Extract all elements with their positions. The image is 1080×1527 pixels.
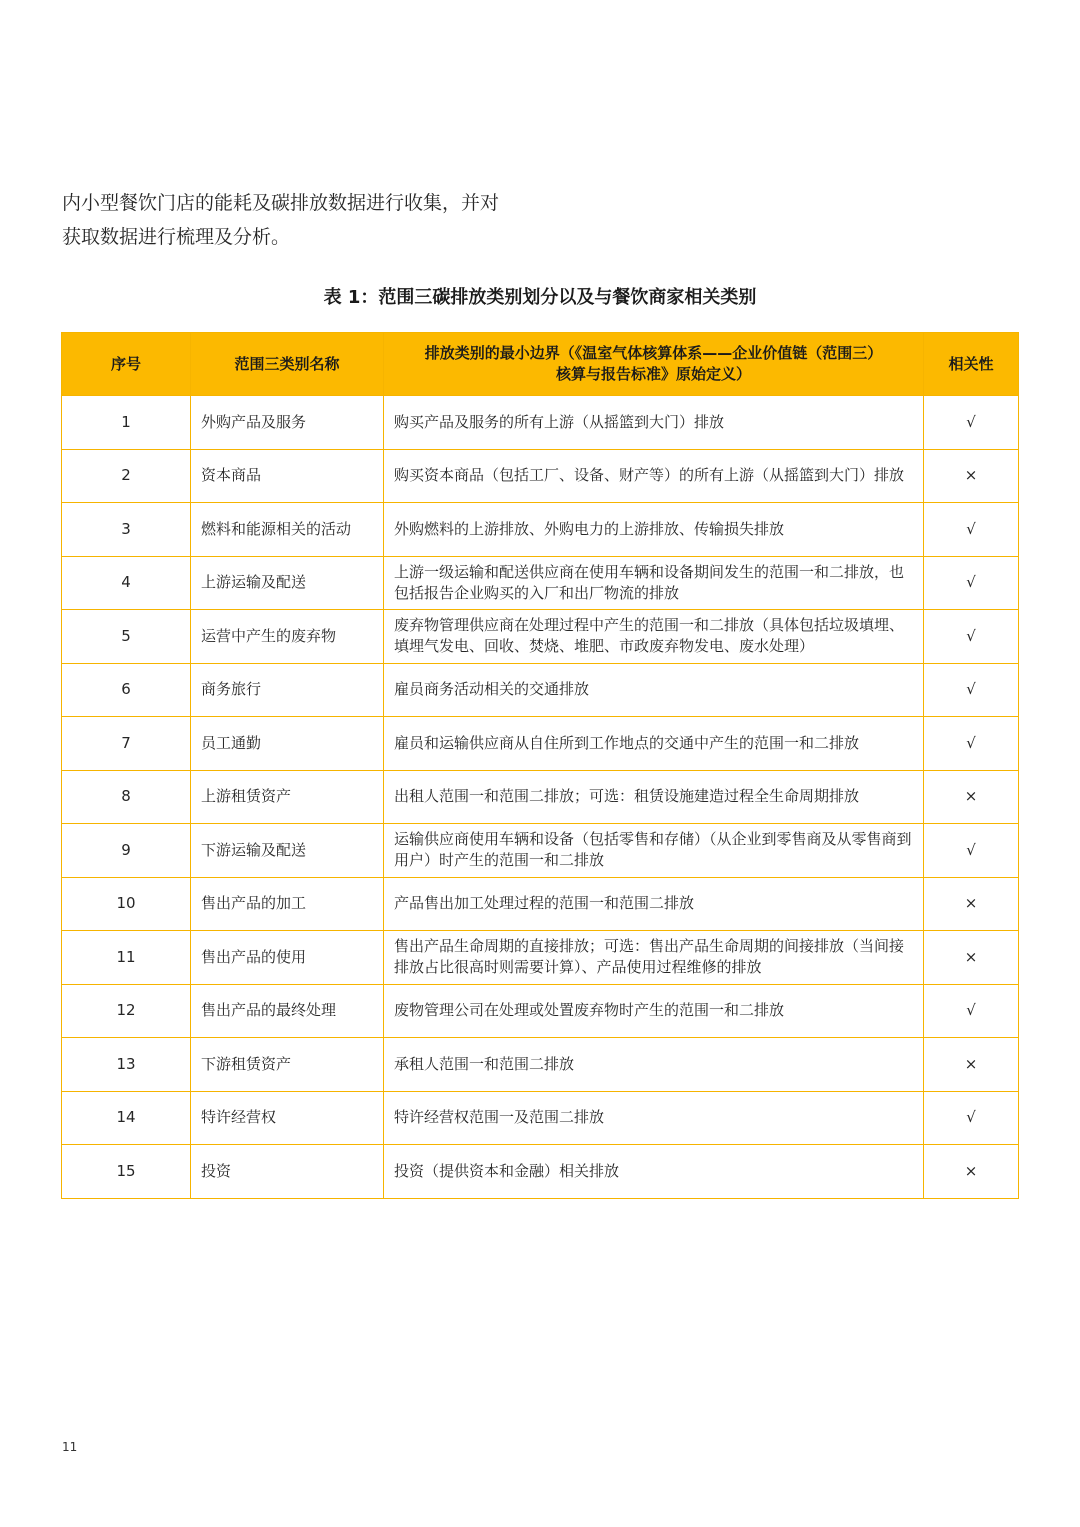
row-index: 12 [62,984,191,1038]
row-boundary: 雇员商务活动相关的交通排放 [384,663,924,717]
row-index: 5 [62,610,191,664]
row-category: 商务旅行 [191,663,384,717]
row-boundary: 投资（提供资本和金融）相关排放 [384,1145,924,1199]
table-row [62,556,1019,610]
table-row [62,396,1019,450]
table-row [62,503,1019,557]
row-index: 6 [62,663,191,717]
table-row [62,824,1019,878]
row-relevance: √ [924,984,1019,1038]
row-boundary: 雇员和运输供应商从自住所到工作地点的交通中产生的范围一和二排放 [384,717,924,771]
row-index: 7 [62,717,191,771]
row-category: 运营中产生的废弃物 [191,610,384,664]
row-relevance: × [924,931,1019,985]
header-boundary-line-2: 核算与报告标准》原始定义） [555,365,751,383]
row-relevance: √ [924,556,1019,610]
row-boundary: 上游一级运输和配送供应商在使用车辆和设备期间发生的范围一和二排放，也包括报告企业购买的入厂和出厂物流的排放 [384,556,924,610]
row-index: 8 [62,770,191,824]
row-relevance: √ [924,396,1019,450]
header-relevance: 相关性 [924,333,1019,396]
table-row [62,1038,1019,1092]
row-index: 4 [62,556,191,610]
header-category: 范围三类别名称 [191,333,384,396]
table-caption: 表 1：范围三碳排放类别划分以及与餐饮商家相关类别 [323,287,757,308]
table-row [62,770,1019,824]
row-category: 下游租赁资产 [191,1038,384,1092]
row-index: 9 [62,824,191,878]
table-row [62,1145,1019,1199]
page-number: 11 [62,1440,78,1454]
row-relevance: √ [924,824,1019,878]
row-index: 2 [62,449,191,503]
row-category: 上游租赁资产 [191,770,384,824]
row-relevance: √ [924,717,1019,771]
row-relevance: × [924,1038,1019,1092]
row-index: 15 [62,1145,191,1199]
header-index: 序号 [62,333,191,396]
table-row [62,663,1019,717]
row-index: 14 [62,1091,191,1145]
row-category: 售出产品的加工 [191,877,384,931]
row-boundary: 外购燃料的上游排放、外购电力的上游排放、传输损失排放 [384,503,924,557]
row-relevance: √ [924,1091,1019,1145]
table-row [62,717,1019,771]
intro-line-2: 获取数据进行梳理及分析。 [62,226,291,248]
table-row [62,1091,1019,1145]
row-boundary: 购买资本商品（包括工厂、设备、财产等）的所有上游（从摇篮到大门）排放 [384,449,924,503]
table-header-row [62,333,1019,396]
row-category: 下游运输及配送 [191,824,384,878]
row-boundary: 废弃物管理供应商在处理过程中产生的范围一和二排放（具体包括垃圾填埋、填埋气发电、回收、焚烧、堆肥、市政废弃物发电、废水处理） [384,610,924,664]
row-relevance: × [924,877,1019,931]
table-row [62,610,1019,664]
row-index: 10 [62,877,191,931]
intro-line-1: 内小型餐饮门店的能耗及碳排放数据进行收集，并对 [62,192,500,214]
scope3-table [61,332,1019,1199]
row-category: 资本商品 [191,449,384,503]
intro-paragraph [62,186,499,254]
row-boundary: 运输供应商使用车辆和设备（包括零售和存储）（从企业到零售商及从零售商到用户）时产生的范围一和二排放 [384,824,924,878]
row-boundary: 特许经营权范围一及范围二排放 [384,1091,924,1145]
table-row [62,449,1019,503]
table-row [62,877,1019,931]
row-boundary: 承租人范围一和范围二排放 [384,1038,924,1092]
row-category: 燃料和能源相关的活动 [191,503,384,557]
row-category: 上游运输及配送 [191,556,384,610]
row-category: 员工通勤 [191,717,384,771]
row-relevance: √ [924,663,1019,717]
header-boundary [384,333,924,396]
row-relevance: × [924,449,1019,503]
row-boundary: 废物管理公司在处理或处置废弃物时产生的范围一和二排放 [384,984,924,1038]
header-boundary-line-1: 排放类别的最小边界（《温室气体核算体系——企业价值链（范围三） [424,344,883,362]
row-relevance: × [924,770,1019,824]
row-relevance: × [924,1145,1019,1199]
row-boundary: 购买产品及服务的所有上游（从摇篮到大门）排放 [384,396,924,450]
row-boundary: 出租人范围一和范围二排放；可选：租赁设施建造过程全生命周期排放 [384,770,924,824]
row-index: 1 [62,396,191,450]
row-category: 投资 [191,1145,384,1199]
row-relevance: √ [924,503,1019,557]
row-index: 11 [62,931,191,985]
row-relevance: √ [924,610,1019,664]
row-boundary: 售出产品生命周期的直接排放；可选：售出产品生命周期的间接排放（当间接排放占比很高时则需要计算）、产品使用过程维修的排放 [384,931,924,985]
row-index: 13 [62,1038,191,1092]
table-row [62,931,1019,985]
row-category: 售出产品的最终处理 [191,984,384,1038]
row-index: 3 [62,503,191,557]
row-boundary: 产品售出加工处理过程的范围一和范围二排放 [384,877,924,931]
row-category: 特许经营权 [191,1091,384,1145]
row-category: 外购产品及服务 [191,396,384,450]
row-category: 售出产品的使用 [191,931,384,985]
table-row [62,984,1019,1038]
